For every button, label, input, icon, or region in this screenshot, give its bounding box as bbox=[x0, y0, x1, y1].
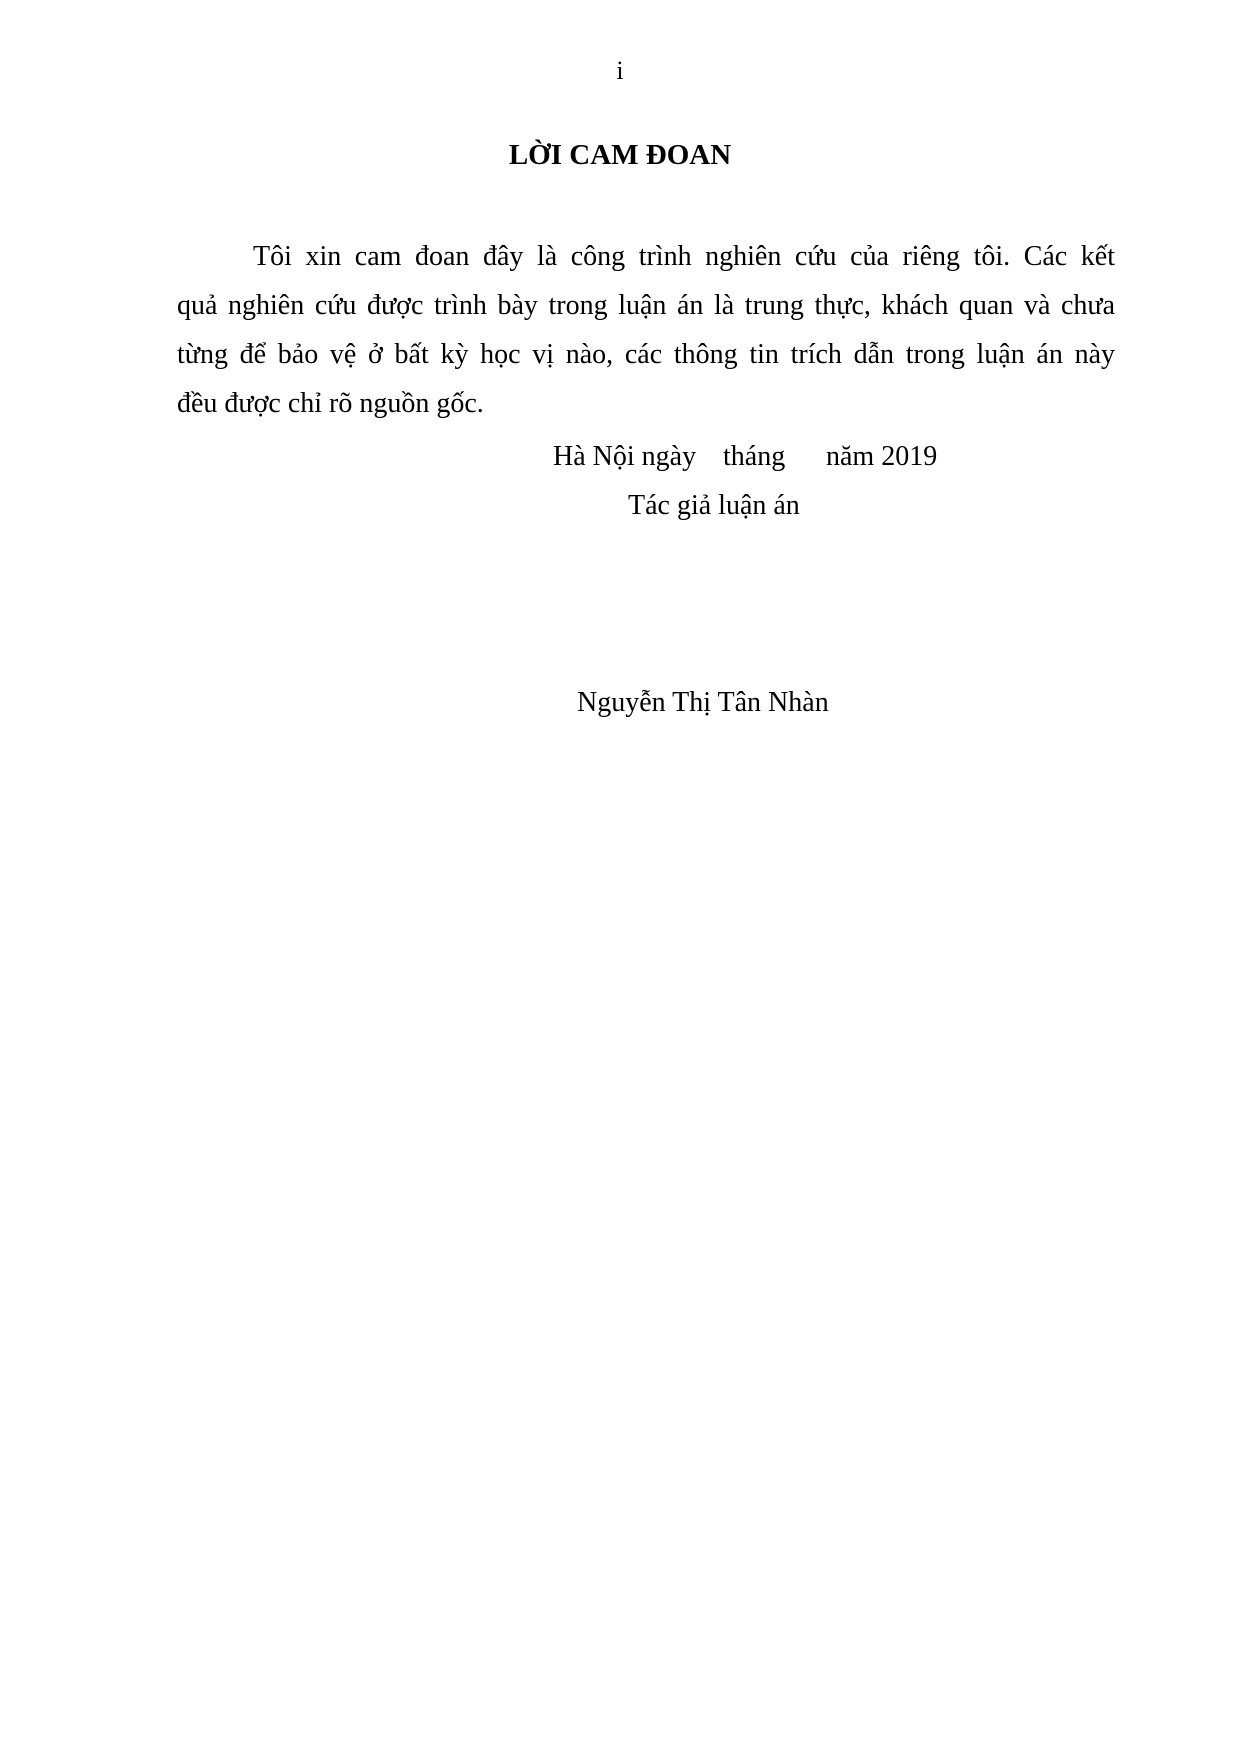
paragraph-line: từng để bảo vệ ở bất kỳ học vị nào, các thông tin trích dẫn trong luận án này bbox=[177, 339, 1115, 370]
date-year: năm 2019 bbox=[826, 441, 938, 472]
author-name: Nguyễn Thị Tân Nhàn bbox=[577, 687, 829, 718]
date-month: tháng bbox=[723, 441, 786, 472]
page-number: i bbox=[616, 56, 624, 85]
paragraph-line: đều được chỉ rõ nguồn gốc. bbox=[177, 388, 484, 419]
author-label: Tác giả luận án bbox=[628, 490, 800, 521]
date-place-day: Hà Nội ngày bbox=[553, 441, 697, 472]
page-title: LỜI CAM ĐOAN bbox=[508, 139, 732, 171]
paragraph-line: Tôi xin cam đoan đây là công trình nghiên cứu của riêng tôi. Các kết bbox=[253, 241, 1115, 272]
date-line bbox=[553, 440, 937, 474]
paragraph-line: quả nghiên cứu được trình bày trong luận án là trung thực, khách quan và chưa bbox=[177, 290, 1115, 321]
declaration-paragraph bbox=[177, 232, 1115, 428]
